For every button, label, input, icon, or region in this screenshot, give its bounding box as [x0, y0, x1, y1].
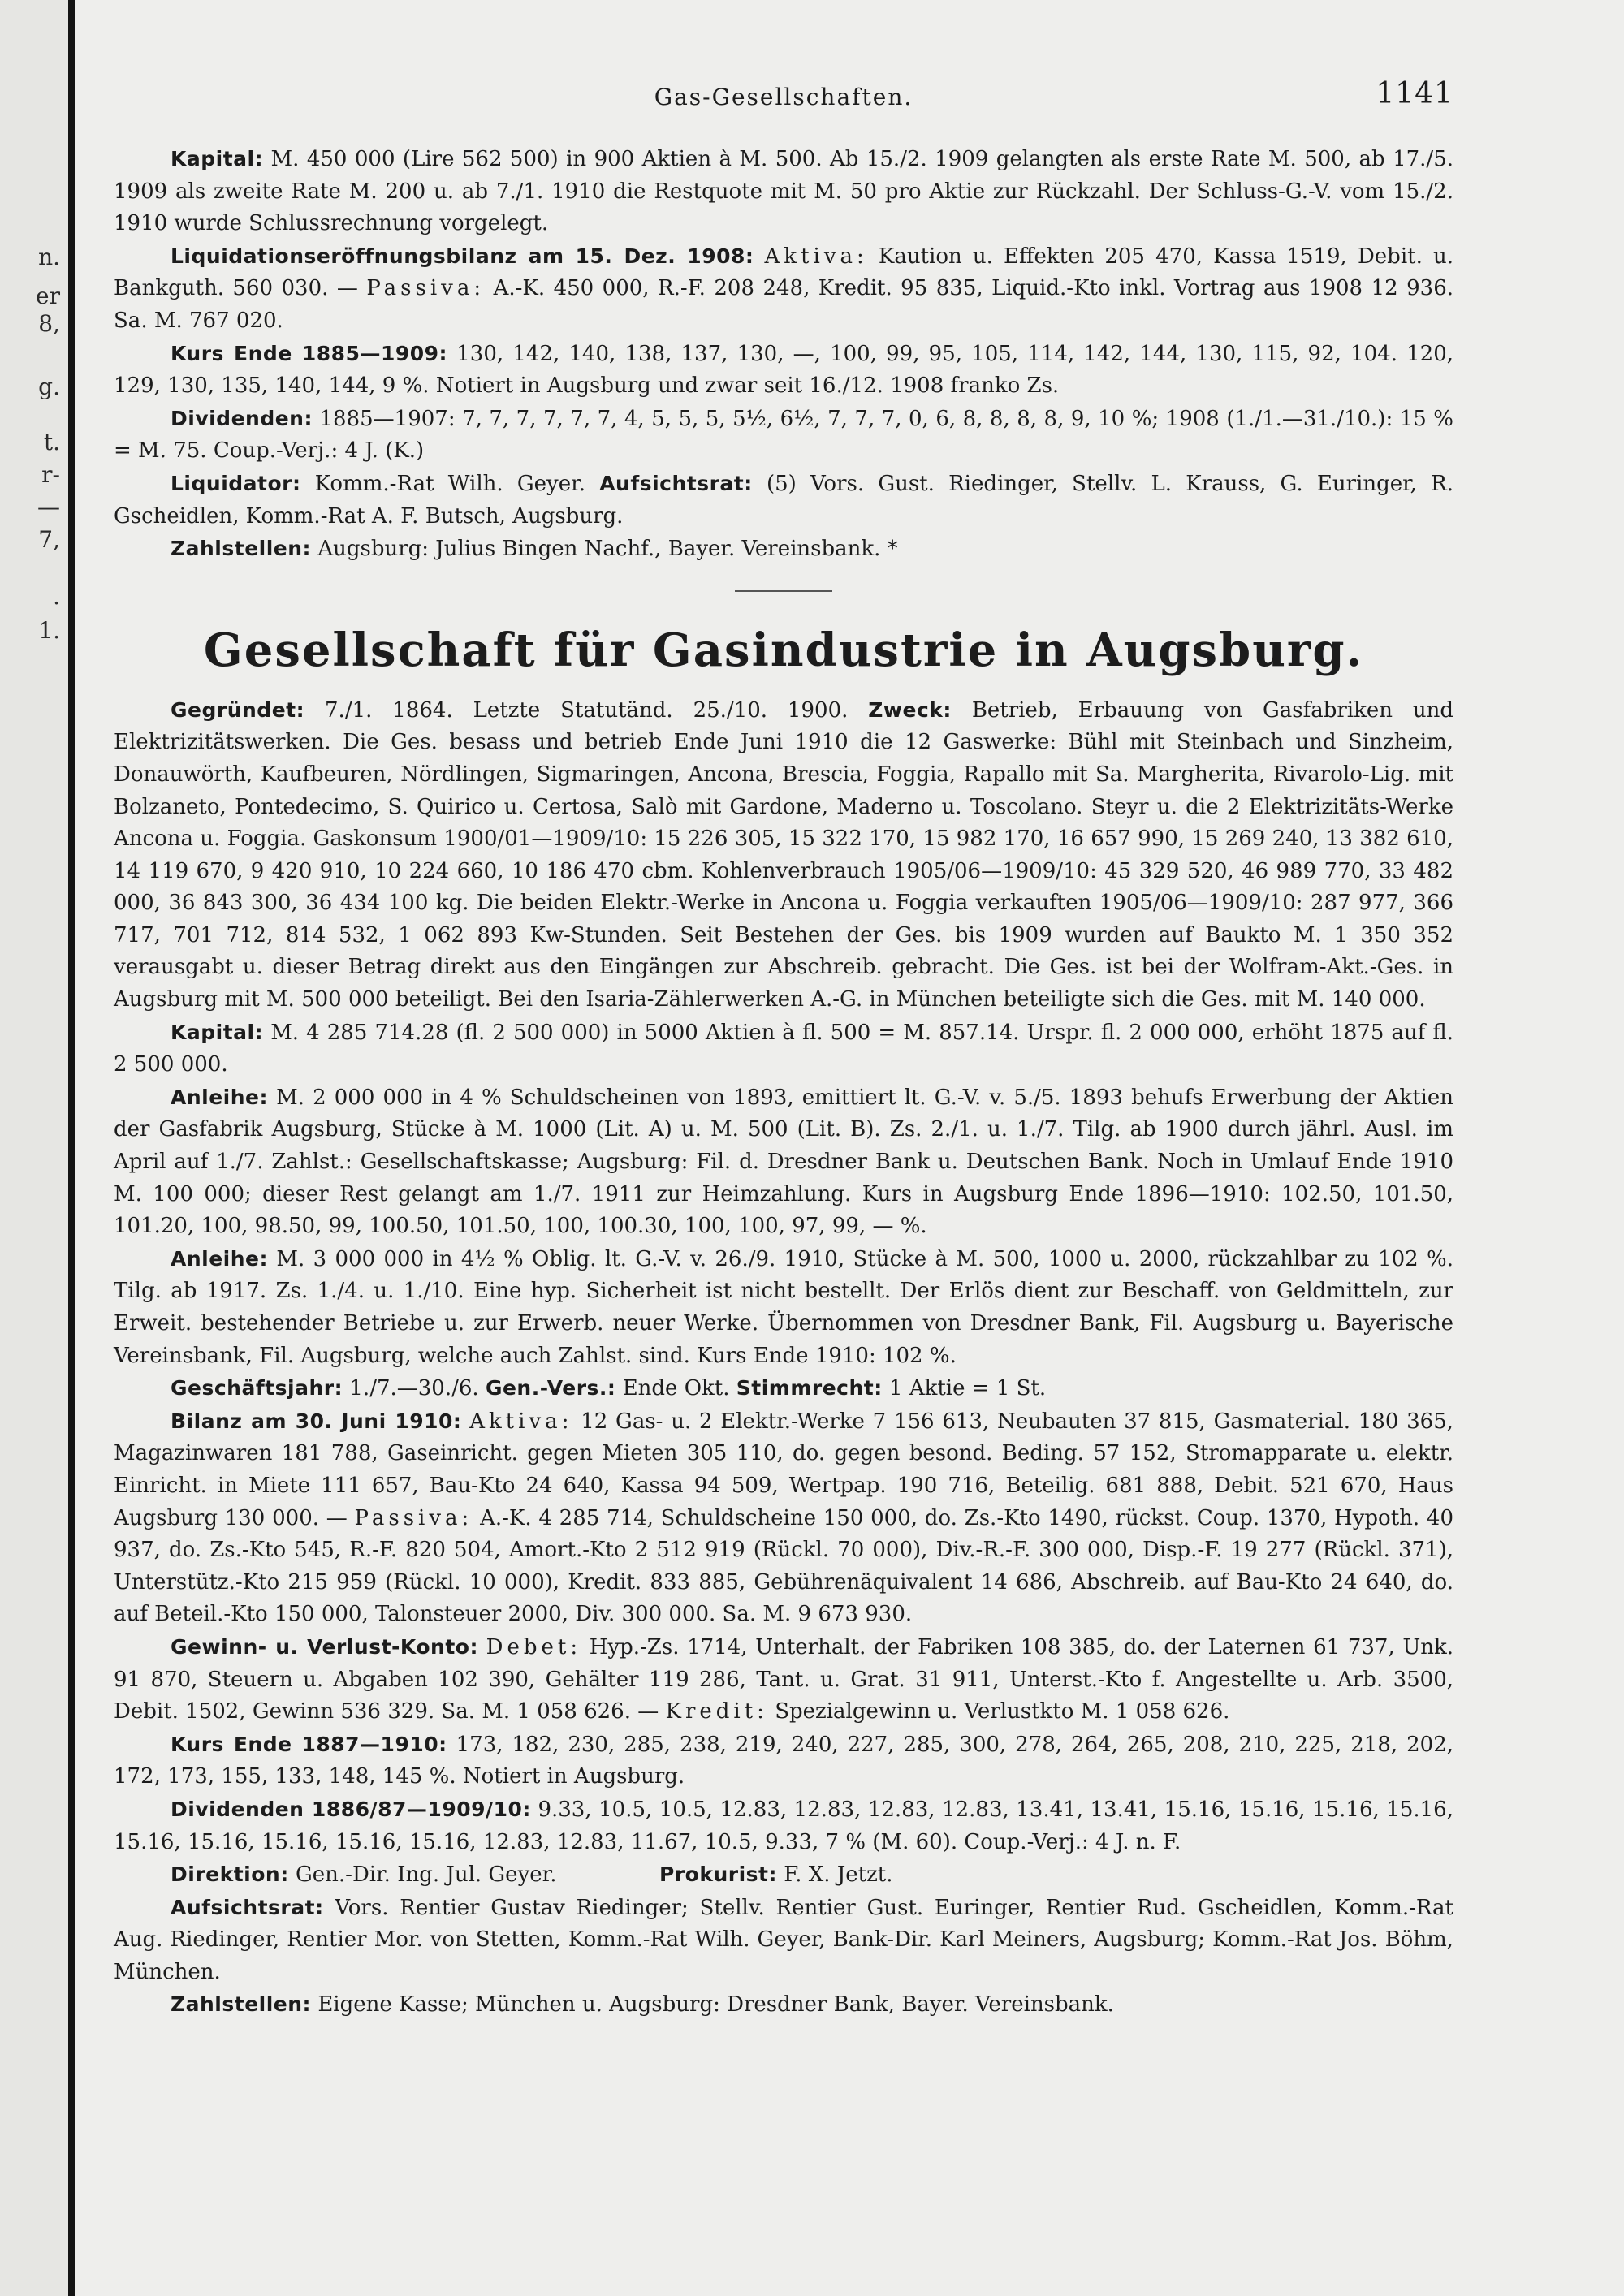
prev-dividenden-text: 1885—1907: 7, 7, 7, 7, 7, 7, 4, 5, 5, 5, 5½, 6½, 7, 7, 7, 0, 6, 8, 8, 8, 8, 9, 10 %; 1908 (1./1.—31./10.): 15 % = M. 75. Coup.-Verj.: 4 J. (K.) — [114, 406, 1453, 464]
kurs-text: 173, 182, 230, 285, 238, 219, 240, 227, 285, 300, 278, 264, 265, 208, 210, 225, 218, 202, 172, 173, 155, 133, 148, 145 %. Notiert in Augsburg. — [114, 1732, 1454, 1789]
guv-debet-label: Debet: — [486, 1634, 582, 1659]
anleihe-1893 — [114, 1081, 1453, 1243]
gegruendet — [114, 694, 1453, 1016]
prev-kapital-text: M. 450 000 (Lire 562 500) in 900 Aktien à M. 500. Ab 15./2. 1909 gelangten als erste Rate M. 500, ab 17./5. 1909 als zweite Rate M. 200 u. ab 7./1. 1910 die Restquote mit M. 50 pro Aktie zur Rückzahl. Der Schluss-G.-V. vom 15./2. 1910 wurde Schlussrechnung vorgelegt. — [114, 147, 1453, 236]
company-title: Gesellschaft für Gasindustrie in Augsburg. — [203, 623, 1364, 677]
bilanz-aktiva-text: 12 Gas- u. 2 Elektr.-Werke 7 156 613, Neubauten 37 815, Gasmaterial. 180 365, Magazinwaren 181 788, Gaseinricht. gegen Mieten 305 110, do. gegen besond. Beding. 57 152, Stromapparate u. elektr. Einricht. in Miete 111 657, Bau-Kto 24 640, Kassa 94 509, Wertpap. 190 716, Beteilig. 681 888, Debit. 521 670, Haus Augsburg 130 000. — — [114, 1409, 1454, 1530]
prev-dividenden-label: Dividenden: — [171, 406, 313, 430]
kurs — [114, 1728, 1453, 1793]
genvers-text: Ende Okt. — [622, 1376, 730, 1401]
aufsichtsrat-text: Vors. Rentier Gustav Riedinger; Stellv. Rentier Gust. Euringer, Rentier Rud. Gscheidlen, Komm.-Rat Aug. Riedinger, Rentier Mor. von Stetten, Komm.-Rat Wilh. Geyer, Bank-Dir. Karl Meiners, Augsburg; Komm.-Rat Jos. Böhm, München. — [114, 1895, 1453, 1984]
anleihe-1893-text: M. 2 000 000 in 4 % Schuldscheinen von 1893, emittiert lt. G.-V. v. 5./5. 1893 behufs Erwerbung der Aktien der Gasfabrik Augsburg, Stücke à M. 1000 (Lit. A) u. M. 500 (Lit. B). Zs. 2./1. u. 1./7. Tilg. ab 1900 durch jährl. Ausl. im April auf 1./7. Zahlst.: Gesellschaftskasse; Augsburg: Fil. d. Dresdner Bank u. Deutschen Bank. Noch in Umlauf Ende 1910 M. 100 000; dieser Rest gelangt am 1./7. 1911 zur Heimzahlung. Kurs in Augsburg Ende 1896—1910: 102.50, 101.50, 101.20, 100, 98.50, 99, 100.50, 101.50, 100, 100.30, 100, 100, 97, 99, — %. — [114, 1085, 1454, 1239]
prev-aufsichtsrat-text: (5) Vors. Gust. Riedinger, Stellv. L. Krauss, G. Euringer, R. Gscheidlen, Komm.-Rat A. F. Butsch, Augsburg. — [114, 471, 1453, 529]
gegruendet-text: 7./1. 1864. Letzte Statutänd. 25./10. 1900. — [325, 697, 849, 723]
kapital-text: M. 4 285 714.28 (fl. 2 500 000) in 5000 Aktien à fl. 500 = M. 857.14. Urspr. fl. 2 000 000, erhöht 1875 auf fl. 2 500 000. — [114, 1020, 1453, 1077]
kurs-label: Kurs Ende 1887—1910: — [171, 1732, 447, 1756]
direktion — [114, 1858, 1453, 1892]
prev-zahlstellen-text: Augsburg: Julius Bingen Nachf., Bayer. Vereinsbank. * — [317, 537, 898, 562]
adjacent-page-strip — [0, 0, 68, 2296]
anleihe-1910 — [114, 1243, 1453, 1372]
margin-fragment: — — [37, 494, 60, 520]
anleihe-1893-label: Anleihe: — [171, 1085, 268, 1109]
bilanz-aktiva-label: Aktiva: — [469, 1409, 573, 1434]
stimmrecht-label: Stimmrecht: — [736, 1376, 883, 1400]
guv-debet-text: Hyp.-Zs. 1714, Unterhalt. der Fabriken 108 385, do. der Laternen 61 737, Unk. 91 870, Steuern u. Abgaben 102 390, Gehälter 119 286, Tant. u. Grat. 31 911, Unterst.-Kto f. Angestellte u. Arb. 3500, Debit. 1502, Gewinn 536 329. Sa. M. 1 058 626. — — [114, 1634, 1454, 1724]
prokurist-text: F. X. Jetzt. — [784, 1862, 893, 1888]
stimmrecht-text: 1 Aktie = 1 St. — [889, 1376, 1047, 1401]
prev-liquidator-text: Komm.-Rat Wilh. Geyer. — [314, 471, 585, 496]
entry-separator — [735, 590, 832, 592]
kapital-label: Kapital: — [171, 1020, 264, 1044]
direktion-text: Gen.-Dir. Ing. Jul. Geyer. — [296, 1862, 557, 1888]
prev-aktiva-text: Kaution u. Effekten 205 470, Kassa 1519, Debit. u. Bankguth. 560 030. — — [114, 244, 1454, 301]
dividenden — [114, 1793, 1453, 1858]
bilanz — [114, 1405, 1453, 1631]
dividenden-text: 9.33, 10.5, 10.5, 12.83, 12.83, 12.83, 12.83, 13.41, 13.41, 15.16, 15.16, 15.16, 15.16, 15.16, 15.16, 15.16, 15.16, 15.16, 12.83, 12.83, 11.67, 10.5, 9.33, 7 % (M. 60). Coup.-Verj.: 4 J. n. F. — [114, 1797, 1453, 1854]
genvers-label: Gen.-Vers.: — [485, 1376, 616, 1400]
margin-fragment: 8, — [38, 310, 60, 337]
margin-fragment: g. — [38, 373, 60, 400]
zahlstellen — [114, 1988, 1453, 2022]
zweck-text: Betrieb, Erbauung von Gasfabriken und Elektrizitätswerken. Die Ges. besass und betrieb Ende Juni 1910 die 12 Gaswerke: Bühl mit Steinbach und Sinzheim, Donauwörth, Kaufbeuren, Nördlingen, Sigmaringen, Ancona, Brescia, Foggia, Rapallo mit Sa. Margherita, Rivarolo-Lig. mit Bolzaneto, Pontedecimo, S. Quirico u. Certosa, Salò mit Gardone, Maderno u. Toscolano. Steyr u. die 2 Elektrizitäts-Werke Ancona u. Foggia. Gaskonsum 1900/01—1909/10: 15 226 305, 15 322 170, 15 982 170, 16 657 990, 15 269 240, 13 382 610, 14 119 670, 9 420 910, 10 224 660, 10 186 470 cbm. Kohlenverbrauch 1905/06—1909/10: 45 329 520, 46 989 770, 33 482 000, 36 843 300, 36 434 100 kg. Die beiden Elektr.-Werke in Ancona u. Foggia verkauften 1905/06—1909/10: 287 977, 366 717, 701 712, 814 532, 1 062 893 Kw-Stunden. Seit Bestehen der Ges. bis 1909 wurden auf Baukto M. 1 350 352 verausgabt u. dieser Betrag direkt aus den Eingängen zur Abschreib. gebracht. Die Ges. ist bei der Wolfram-Akt.-Ges. in Augsburg mit M. 500 000 beteiligt. Bei den Isaria-Zählerwerken A.-G. in München beteiligte sich die Ges. mit M. 140 000. — [114, 697, 1454, 1012]
guv-label: Gewinn- u. Verlust-Konto: — [171, 1634, 478, 1659]
page-body — [114, 77, 1454, 2022]
direktion-label: Direktion: — [171, 1862, 289, 1887]
margin-fragment: 1. — [38, 617, 60, 644]
dividenden-label: Dividenden 1886/87—1909/10: — [171, 1797, 531, 1821]
page-gutter — [68, 0, 75, 2296]
geschaeftsjahr-label: Geschäftsjahr: — [171, 1376, 343, 1400]
running-head-title: Gas-Gesellschaften. — [654, 84, 914, 110]
prev-passiva-text: A.-K. 450 000, R.-F. 208 248, Kredit. 95 835, Liquid.-Kto inkl. Vortrag aus 1908 12 936. Sa. M. 767 020. — [114, 276, 1454, 333]
margin-fragment: r- — [41, 461, 60, 488]
prev-liquidator-label: Liquidator: — [171, 471, 301, 495]
guv-kredit-label: Kredit: — [665, 1699, 768, 1724]
prev-kurs-label: Kurs Ende 1885—1909: — [171, 341, 448, 365]
zweck-label: Zweck: — [868, 697, 952, 722]
margin-fragment: er — [36, 283, 60, 309]
prev-kapital — [114, 143, 1453, 240]
prev-kapital-label: Kapital: — [171, 147, 264, 170]
anleihe-1910-label: Anleihe: — [171, 1246, 268, 1271]
prev-kurs-text: 130, 142, 140, 138, 137, 130, —, 100, 99, 95, 105, 114, 142, 144, 130, 115, 92, 104. 120, 129, 130, 135, 140, 144, 9 %. Notiert in Augsburg und zwar seit 16./12. 1908 franko Zs. — [114, 341, 1454, 399]
margin-fragment: 7, — [38, 526, 60, 553]
prev-aktiva-label: Aktiva: — [764, 244, 868, 269]
aufsichtsrat-label: Aufsichtsrat: — [171, 1895, 324, 1919]
aufsichtsrat — [114, 1892, 1453, 1989]
geschaeftsjahr-text: 1./7.—30./6. — [349, 1376, 479, 1401]
geschaeftsjahr — [114, 1372, 1453, 1405]
prev-liquidationsbilanz — [114, 240, 1453, 338]
gegruendet-label: Gegründet: — [171, 697, 305, 722]
margin-fragment: t. — [43, 429, 60, 455]
margin-fragment: . — [53, 583, 60, 610]
prev-zahlstellen — [114, 533, 1453, 566]
prev-dividenden — [114, 403, 1453, 468]
bilanz-label: Bilanz am 30. Juni 1910: — [171, 1409, 462, 1433]
zahlstellen-text: Eigene Kasse; München u. Augsburg: Dresdner Bank, Bayer. Vereinsbank. — [317, 1992, 1114, 2018]
prev-kurs — [114, 338, 1453, 403]
gewinn-verlust-konto — [114, 1631, 1453, 1728]
prev-passiva-label: Passiva: — [366, 276, 486, 301]
page-number: 1141 — [1376, 77, 1453, 110]
anleihe-1910-text: M. 3 000 000 in 4½ % Oblig. lt. G.-V. v. 26./9. 1910, Stücke à M. 500, 1000 u. 2000, rückzahlbar zu 102 %. Tilg. ab 1917. Zs. 1./4. u. 1./10. Eine hyp. Sicherheit ist nicht bestellt. Der Erlös dient zur Beschaff. von Geldmitteln, zur Erweit. bestehender Betriebe u. zur Erwerb. neuer Werke. Übernommen von Dresdner Bank, Fil. Augsburg u. Bayerische Vereinsbank, Fil. Augsburg, welche auch Zahlst. sind. Kurs Ende 1910: 102 %. — [114, 1246, 1453, 1368]
prev-liquidationsbilanz-label: Liquidationseröffnungsbilanz am 15. Dez. 1908: — [171, 244, 754, 268]
prev-liquidator — [114, 468, 1453, 533]
guv-kredit-text: Spezialgewinn u. Verlustkto M. 1 058 626. — [775, 1699, 1230, 1724]
prev-zahlstellen-label: Zahlstellen: — [171, 537, 312, 561]
margin-fragment: n. — [38, 244, 60, 270]
prokurist-label: Prokurist: — [659, 1862, 777, 1887]
zahlstellen-label: Zahlstellen: — [171, 1992, 312, 2017]
kapital — [114, 1016, 1453, 1081]
prev-aufsichtsrat-label: Aufsichtsrat: — [599, 471, 753, 495]
bilanz-passiva-label: Passiva: — [354, 1505, 473, 1530]
running-head — [114, 77, 1453, 127]
bilanz-passiva-text: A.-K. 4 285 714, Schuldscheine 150 000, do. Zs.-Kto 1490, rückst. Coup. 1370, Hypoth. 40 937, do. Zs.-Kto 545, R.-F. 820 504, Amort.-Kto 2 512 919 (Rückl. 70 000), Div.-R.-F. 300 000, Disp.-F. 19 277 (Rückl. 371), Unterstütz.-Kto 215 959 (Rückl. 10 000), Kredit. 833 885, Gebührenäquivalent 14 686, Abschreib. auf Bau-Kto 24 640, do. auf Beteil.-Kto 150 000, Talonsteuer 2000, Div. 300 000. Sa. M. 9 673 930. — [114, 1505, 1453, 1627]
